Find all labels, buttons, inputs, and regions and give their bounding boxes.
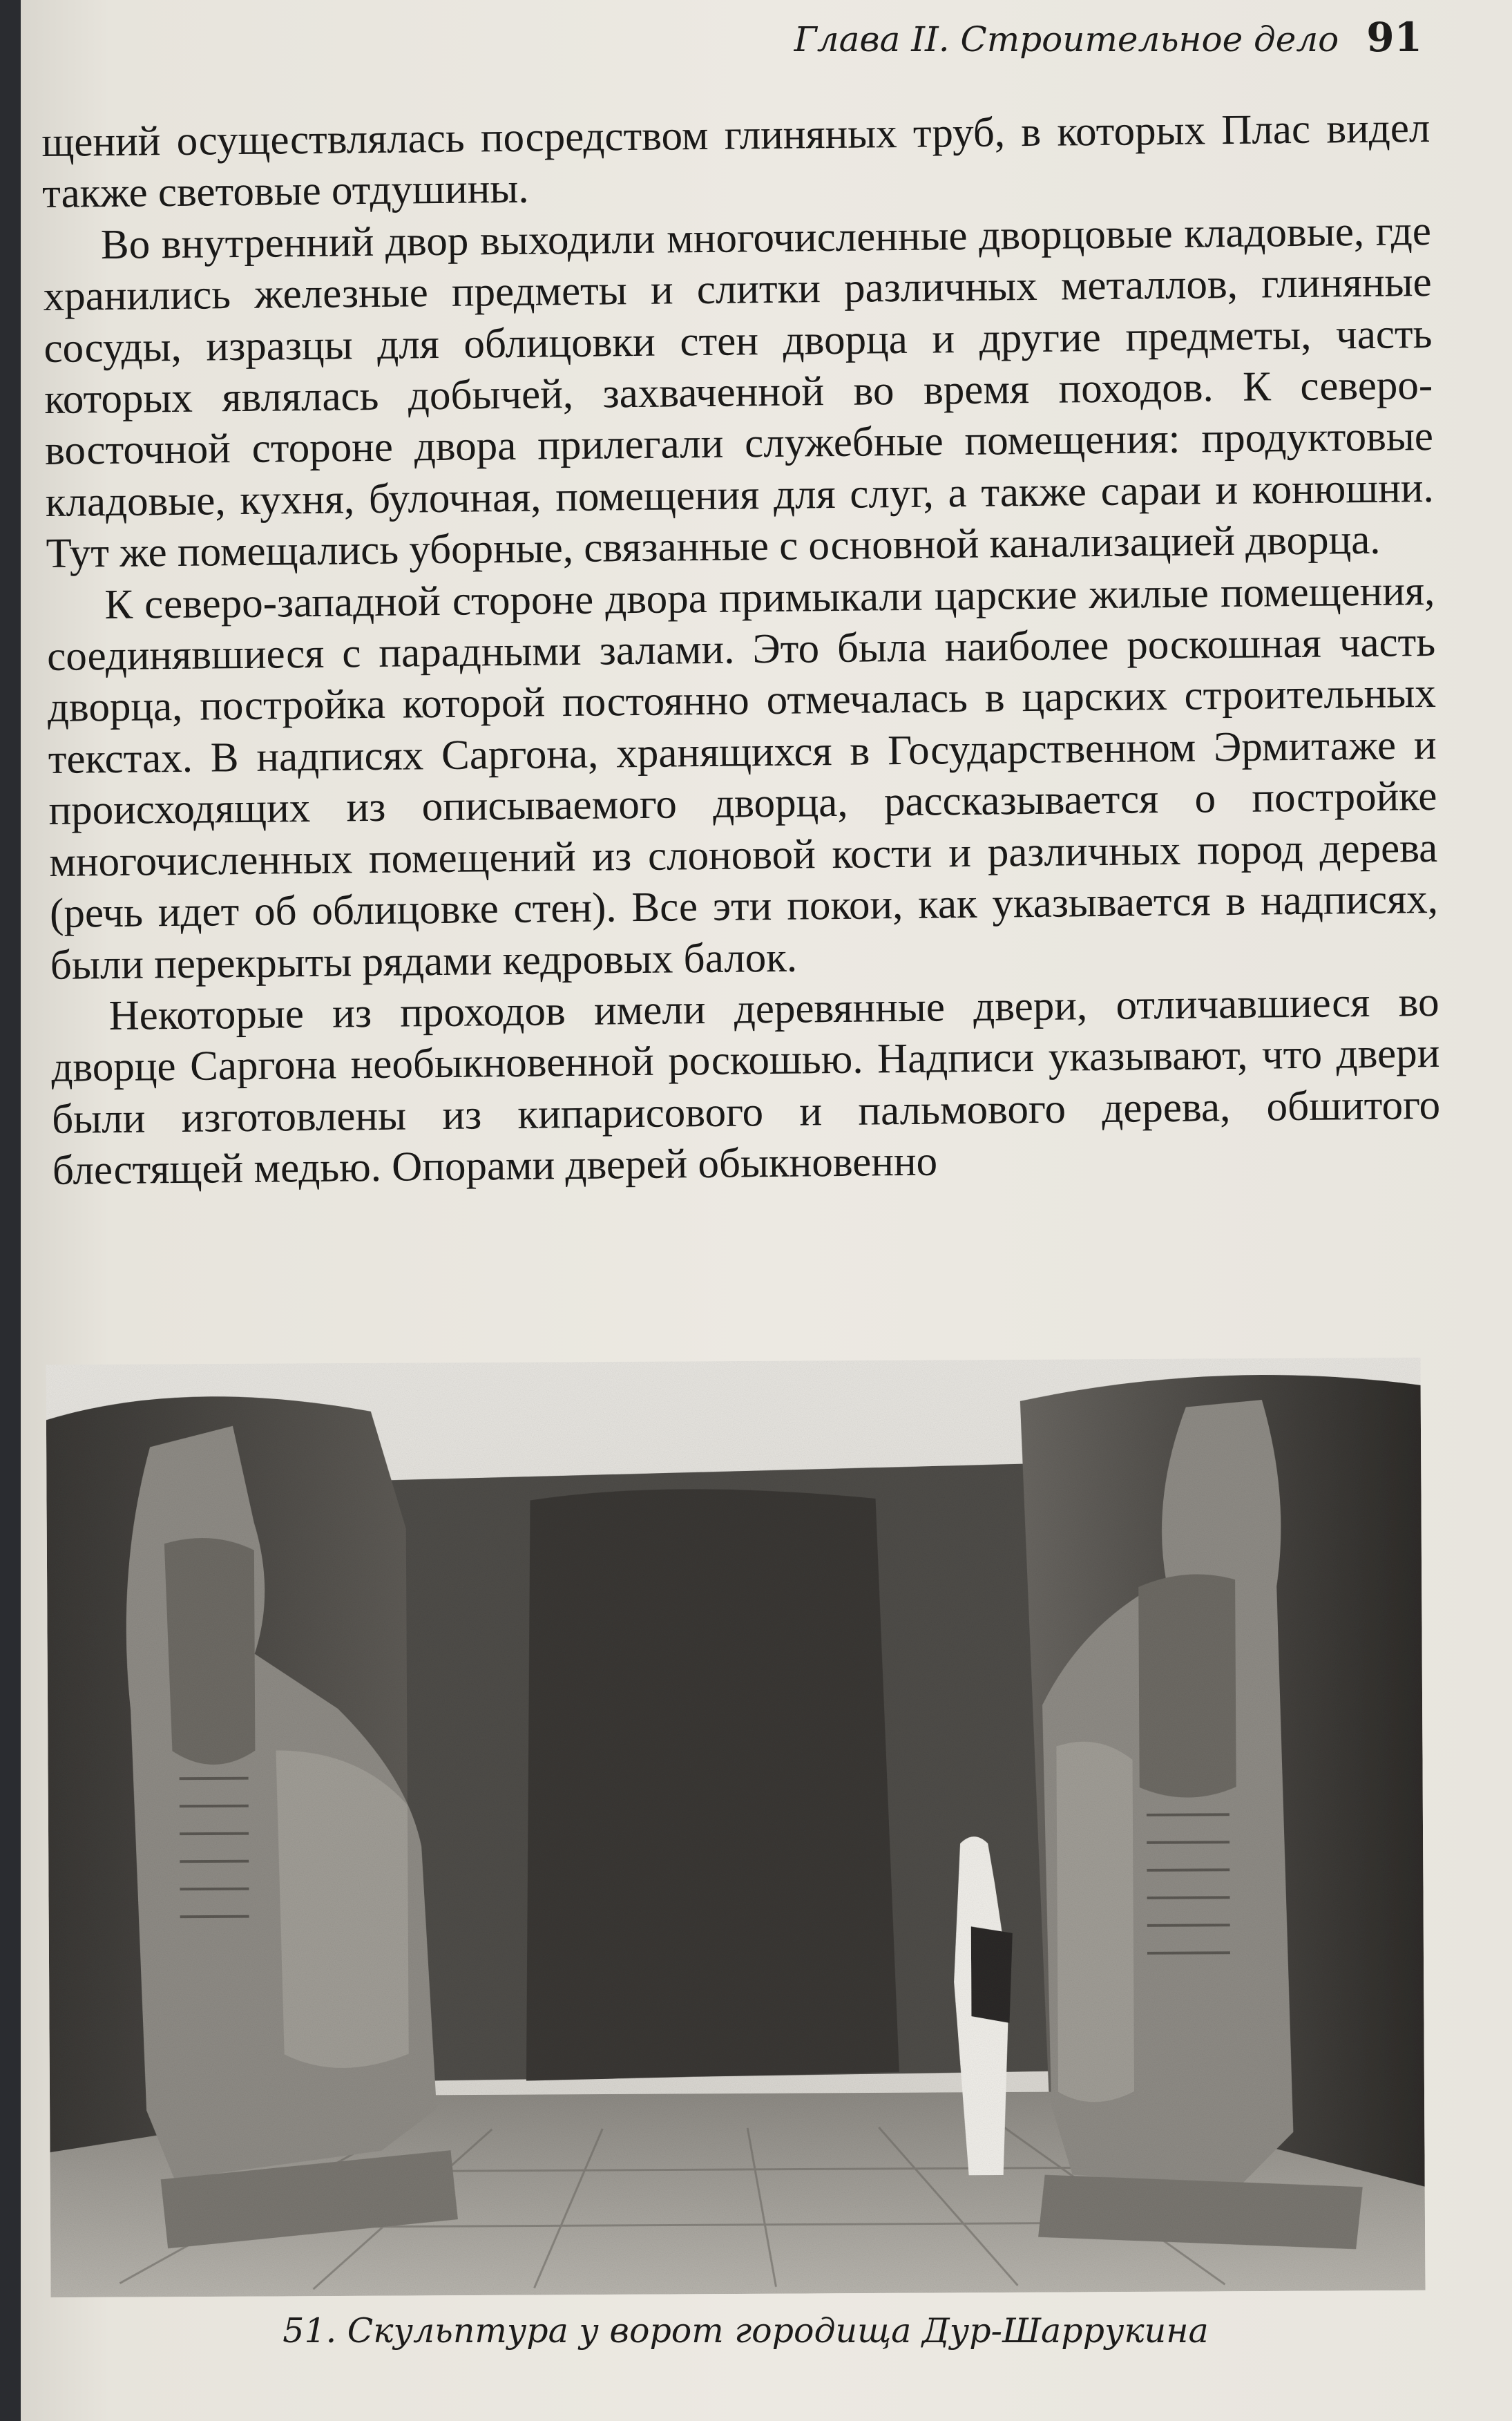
figure-caption: 51. Скульптура у ворот городища Дур-Шаррукина xyxy=(283,2311,1209,2351)
running-title: Глава II. Строительное дело xyxy=(794,19,1339,59)
page-header xyxy=(794,14,1422,61)
body-text xyxy=(41,103,1441,1197)
page-number: 91 xyxy=(1366,14,1422,61)
figure-photo xyxy=(46,1358,1425,2297)
paragraph-2: Во внутренний двор выходили многочисленные дворцовые кладовые, где хранились железные предметы и слитки различных металлов, глиняные сосуды, изразцы для облицовки стен дворца и другие предметы, часть которых являлась добычей, захваченной во время походов. К северо-восточной стороне двора прилегали служебные помещения: продуктовые кладовые, кухня, булочная, помещения для слуг, а также сараи и конюшни. Тут же помещались уборные, связанные с основной канализацией дворца. xyxy=(43,207,1435,578)
paragraph-1: щений осуществлялась посредством глиняных труб, в которых Плас видел также световые отдушины. xyxy=(41,104,1430,218)
paragraph-4: Некоторые из проходов имели деревянные двери, отличавшиеся во дворце Саргона необыкновенной роскошью. Надписи указывают, что двери были изготовлены из кипарисового и пальмового дерева, обшитого блестящей медью. Опорами дверей обыкновенно xyxy=(51,978,1441,1195)
lamassu-gate-photo xyxy=(46,1358,1425,2297)
book-page xyxy=(21,0,1512,2421)
paragraph-3: К северо-западной стороне двора примыкали царские жилые помещения, соединявшиеся с парадными залами. Это была наиболее роскошная часть дворца, постройка которой постоянно отмечалась в царских строительных текстах. В надписях Саргона, хранящихся в Государственном Эрмитаже и происходящих из описываемого дворца, рассказывается о постройке многочисленных помещений из слоновой кости и различных пород дерева (речь идет об облицовке стен). Все эти покои, как указывается в надписях, были перекрыты рядами кедровых балок. xyxy=(46,567,1439,989)
